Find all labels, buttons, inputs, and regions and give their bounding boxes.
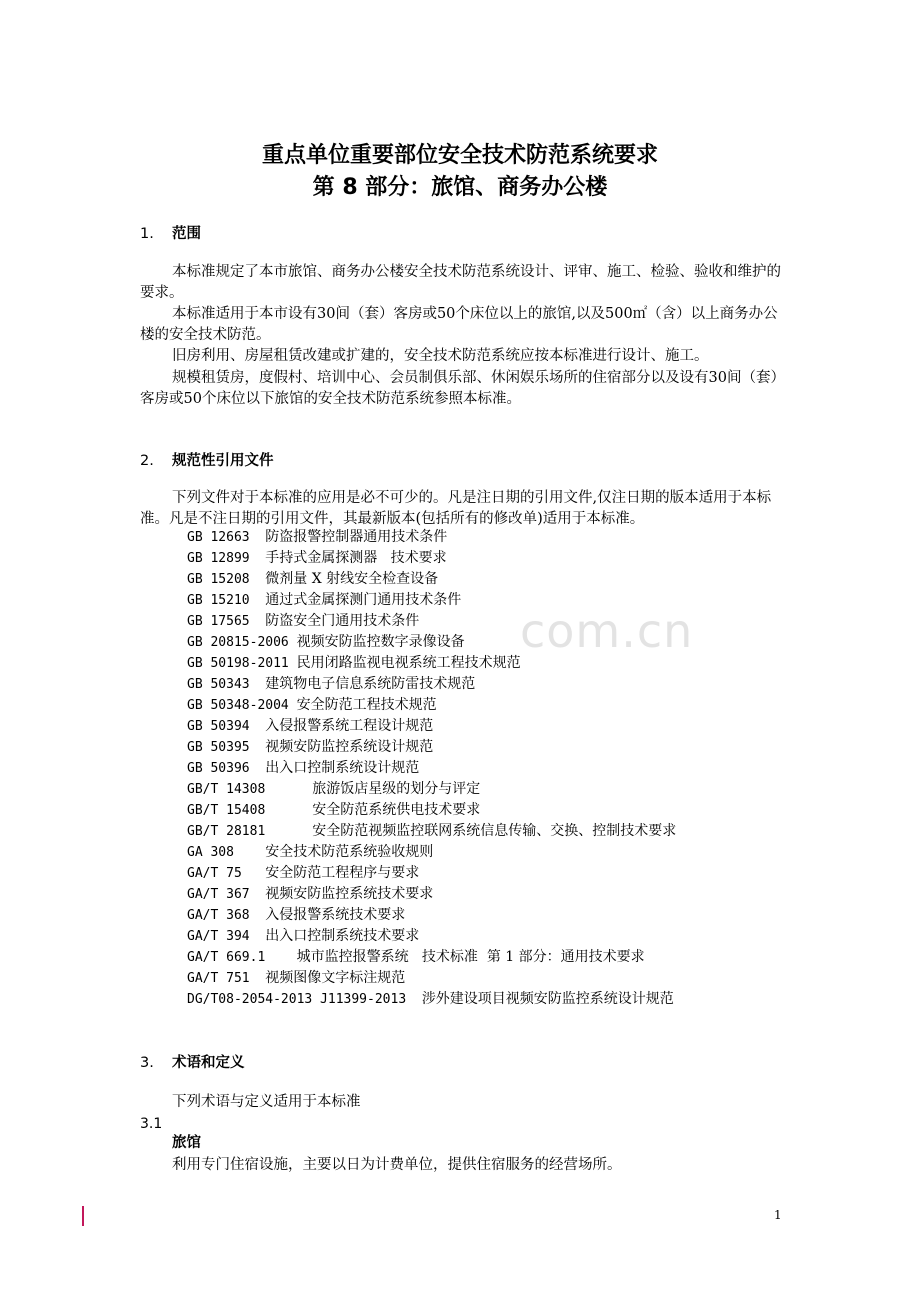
section-3-intro: 下列术语与定义适用于本标准 xyxy=(172,1094,361,1110)
section-1-paragraph: 规模租赁房，度假村、培训中心、会员制俱乐部、休闲娱乐场所的住宿部分以及设有30间（套）客房或50个床位以下旅馆的安全技术防范系统参照本标准。 xyxy=(140,370,785,407)
watermark: com.cn xyxy=(520,604,694,658)
section-1-paragraph: 本标准规定了本市旅馆、商务办公楼安全技术防范系统设计、评审、施工、检验、验收和维护的要求。 xyxy=(140,264,781,301)
page-number: 1 xyxy=(774,1208,782,1222)
reference-item: GA/T 368 入侵报警系统技术要求 xyxy=(187,907,406,923)
document-subtitle: 第 8 部分：旅馆、商务办公楼 xyxy=(312,175,608,200)
reference-item: GB 50394 入侵报警系统工程设计规范 xyxy=(187,718,434,734)
reference-item: GA/T 394 出入口控制系统技术要求 xyxy=(187,928,420,944)
reference-item: GB/T 15408 安全防范系统供电技术要求 xyxy=(187,802,481,818)
reference-item: GB 20815-2006 视频安防监控数字录像设备 xyxy=(187,634,465,650)
section-3-title: 术语和定义 xyxy=(172,1055,245,1071)
reference-item: GB 15210 通过式金属探测门通用技术条件 xyxy=(187,592,462,608)
section-2-number: 2. xyxy=(140,453,154,469)
margin-mark xyxy=(82,1206,84,1226)
section-1-heading xyxy=(140,224,201,244)
reference-list xyxy=(187,527,676,1010)
reference-item: GB 50198-2011 民用闭路监视电视系统工程技术规范 xyxy=(187,655,521,671)
reference-item: GA/T 367 视频安防监控系统技术要求 xyxy=(187,886,434,902)
section-3-number: 3. xyxy=(140,1055,154,1071)
section-1-title: 范围 xyxy=(172,226,201,242)
section-2-heading xyxy=(140,451,274,471)
section-3-heading xyxy=(140,1053,245,1073)
section-1-paragraph: 本标准适用于本市设有30间（套）客房或50个床位以上的旅馆,以及500㎡（含）以上商务办公楼的安全技术防范。 xyxy=(140,306,778,343)
document-title: 重点单位重要部位安全技术防范系统要求 xyxy=(261,143,658,168)
reference-item: GA 308 安全技术防范系统验收规则 xyxy=(187,844,434,860)
reference-item: DG/T08-2054-2013 J11399-2013 涉外建设项目视频安防监控系统设计规范 xyxy=(187,991,674,1007)
section-2-intro: 下列文件对于本标准的应用是必不可少的。凡是注日期的引用文件,仅注日期的版本适用于本标准。凡是不注日期的引用文件，其最新版本(包括所有的修改单)适用于本标准。 xyxy=(140,490,772,527)
reference-item: GB/T 14308 旅游饭店星级的划分与评定 xyxy=(187,781,481,797)
reference-item: GA/T 751 视频图像文字标注规范 xyxy=(187,970,406,986)
section-1-paragraph: 旧房利用、房屋租赁改建或扩建的，安全技术防范系统应按本标准进行设计、施工。 xyxy=(172,348,709,364)
reference-item: GB 50396 出入口控制系统设计规范 xyxy=(187,760,420,776)
reference-item: GA/T 669.1 城市监控报警系统 技术标准 第 1 部分：通用技术要求 xyxy=(187,949,645,965)
reference-item: GB 15208 微剂量 X 射线安全检查设备 xyxy=(187,571,439,587)
reference-item: GB/T 28181 安全防范视频监控联网系统信息传输、交换、控制技术要求 xyxy=(187,823,677,839)
reference-item: GB 50395 视频安防监控系统设计规范 xyxy=(187,739,434,755)
reference-item: GB 17565 防盗安全门通用技术条件 xyxy=(187,613,420,629)
term-title: 旅馆 xyxy=(172,1135,201,1151)
term-definition: 利用专门住宿设施，主要以日为计费单位，提供住宿服务的经营场所。 xyxy=(172,1157,622,1173)
subsection-number: 3.1 xyxy=(140,1116,163,1132)
reference-item: GB 12899 手持式金属探测器 技术要求 xyxy=(187,550,447,566)
section-2-title: 规范性引用文件 xyxy=(172,453,274,469)
reference-item: GA/T 75 安全防范工程程序与要求 xyxy=(187,865,420,881)
reference-item: GB 50348-2004 安全防范工程技术规范 xyxy=(187,697,437,713)
reference-item: GB 50343 建筑物电子信息系统防雷技术规范 xyxy=(187,676,476,692)
reference-item: GB 12663 防盗报警控制器通用技术条件 xyxy=(187,529,448,545)
section-1-number: 1. xyxy=(140,226,154,242)
